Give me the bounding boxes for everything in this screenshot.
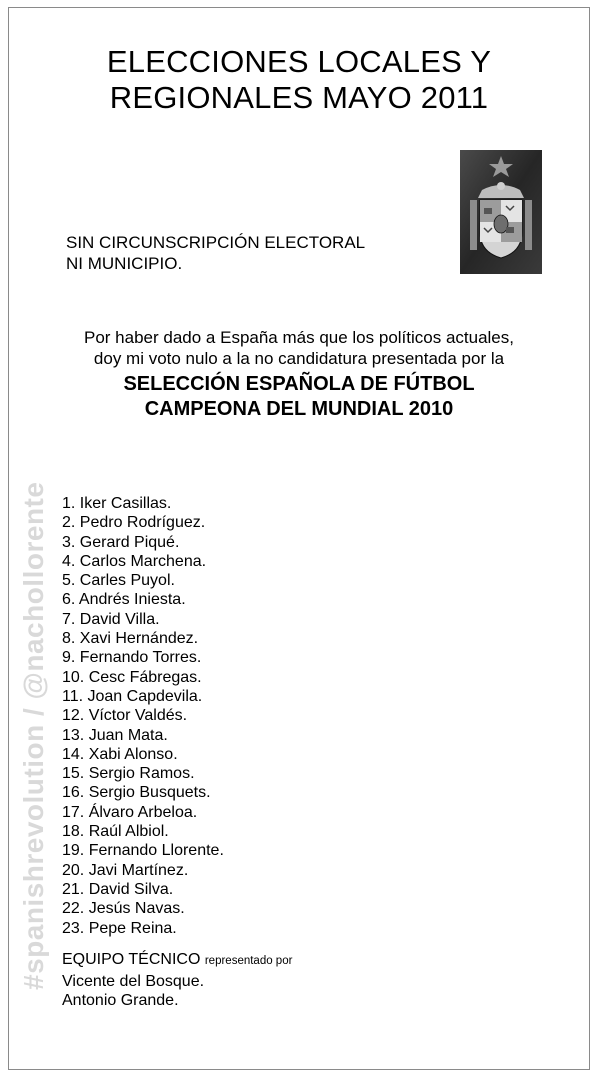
list-item: 7. David Villa.: [62, 610, 160, 628]
no-constituency-line-2: NI MUNICIPIO.: [66, 254, 183, 273]
list-item: 8. Xavi Hernández.: [62, 630, 199, 648]
list-item: 3. Gerard Piqué.: [62, 533, 180, 551]
list-item: 22. Jesús Navas.: [62, 900, 185, 918]
ballot-title: [9, 44, 589, 116]
list-item: 13. Juan Mata.: [62, 726, 168, 744]
technical-staff: [62, 950, 292, 1011]
staff-heading: EQUIPO TÉCNICO: [62, 951, 201, 968]
list-item: 16. Sergio Busquets.: [62, 784, 211, 802]
staff-member: Antonio Grande.: [62, 992, 179, 1009]
list-item: 5. Carles Puyol.: [62, 572, 175, 590]
list-item: 1. Iker Casillas.: [62, 495, 172, 512]
list-item: 17. Álvaro Arbeloa.: [62, 803, 198, 821]
list-item: 2. Pedro Rodríguez.: [62, 514, 206, 532]
intro-line-2: doy mi voto nulo a la no candidatura presentada por la: [93, 349, 505, 368]
list-item: 23. Pepe Reina.: [62, 919, 177, 937]
staff-member: Vicente del Bosque.: [62, 972, 205, 990]
list-item: 20. Javi Martínez.: [62, 861, 189, 879]
list-item: 19. Fernando Llorente.: [62, 842, 224, 860]
list-item: 12. Víctor Valdés.: [62, 707, 188, 725]
title-line-1: ELECCIONES LOCALES Y: [106, 44, 492, 79]
spain-football-federation-crest-icon: [460, 150, 542, 274]
title-line-2: REGIONALES MAYO 2011: [109, 80, 489, 115]
staff-heading-line: [62, 950, 292, 972]
team-heading: [9, 372, 589, 422]
list-item: 14. Xabi Alonso.: [62, 745, 178, 763]
list-item: 15. Sergio Ramos.: [62, 765, 195, 783]
watermark-text: #spanishrevolution / @nachollorente: [18, 481, 49, 990]
list-item: 18. Raúl Albiol.: [62, 823, 169, 841]
team-line-2: CAMPEONA DEL MUNDIAL 2010: [144, 398, 454, 420]
list-item: 6. Andrés Iniesta.: [62, 591, 186, 609]
list-item: 21. David Silva.: [62, 880, 174, 898]
no-constituency-line-1: SIN CIRCUNSCRIPCIÓN ELECTORAL: [66, 233, 366, 252]
list-item: 4. Carlos Marchena.: [62, 552, 207, 570]
player-list: [62, 494, 224, 938]
list-item: 11. Joan Capdevila.: [62, 687, 203, 705]
intro-paragraph: [9, 327, 589, 369]
ballot-paper: [8, 7, 590, 1070]
list-item: 10. Cesc Fábregas.: [62, 668, 202, 686]
intro-line-1: Por haber dado a España más que los políticos actuales,: [84, 328, 514, 347]
team-line-1: SELECCIÓN ESPAÑOLA DE FÚTBOL: [123, 373, 475, 395]
no-constituency-notice: [66, 232, 365, 274]
list-item: 9. Fernando Torres.: [62, 649, 202, 667]
staff-represented-by: representado por: [204, 955, 293, 967]
